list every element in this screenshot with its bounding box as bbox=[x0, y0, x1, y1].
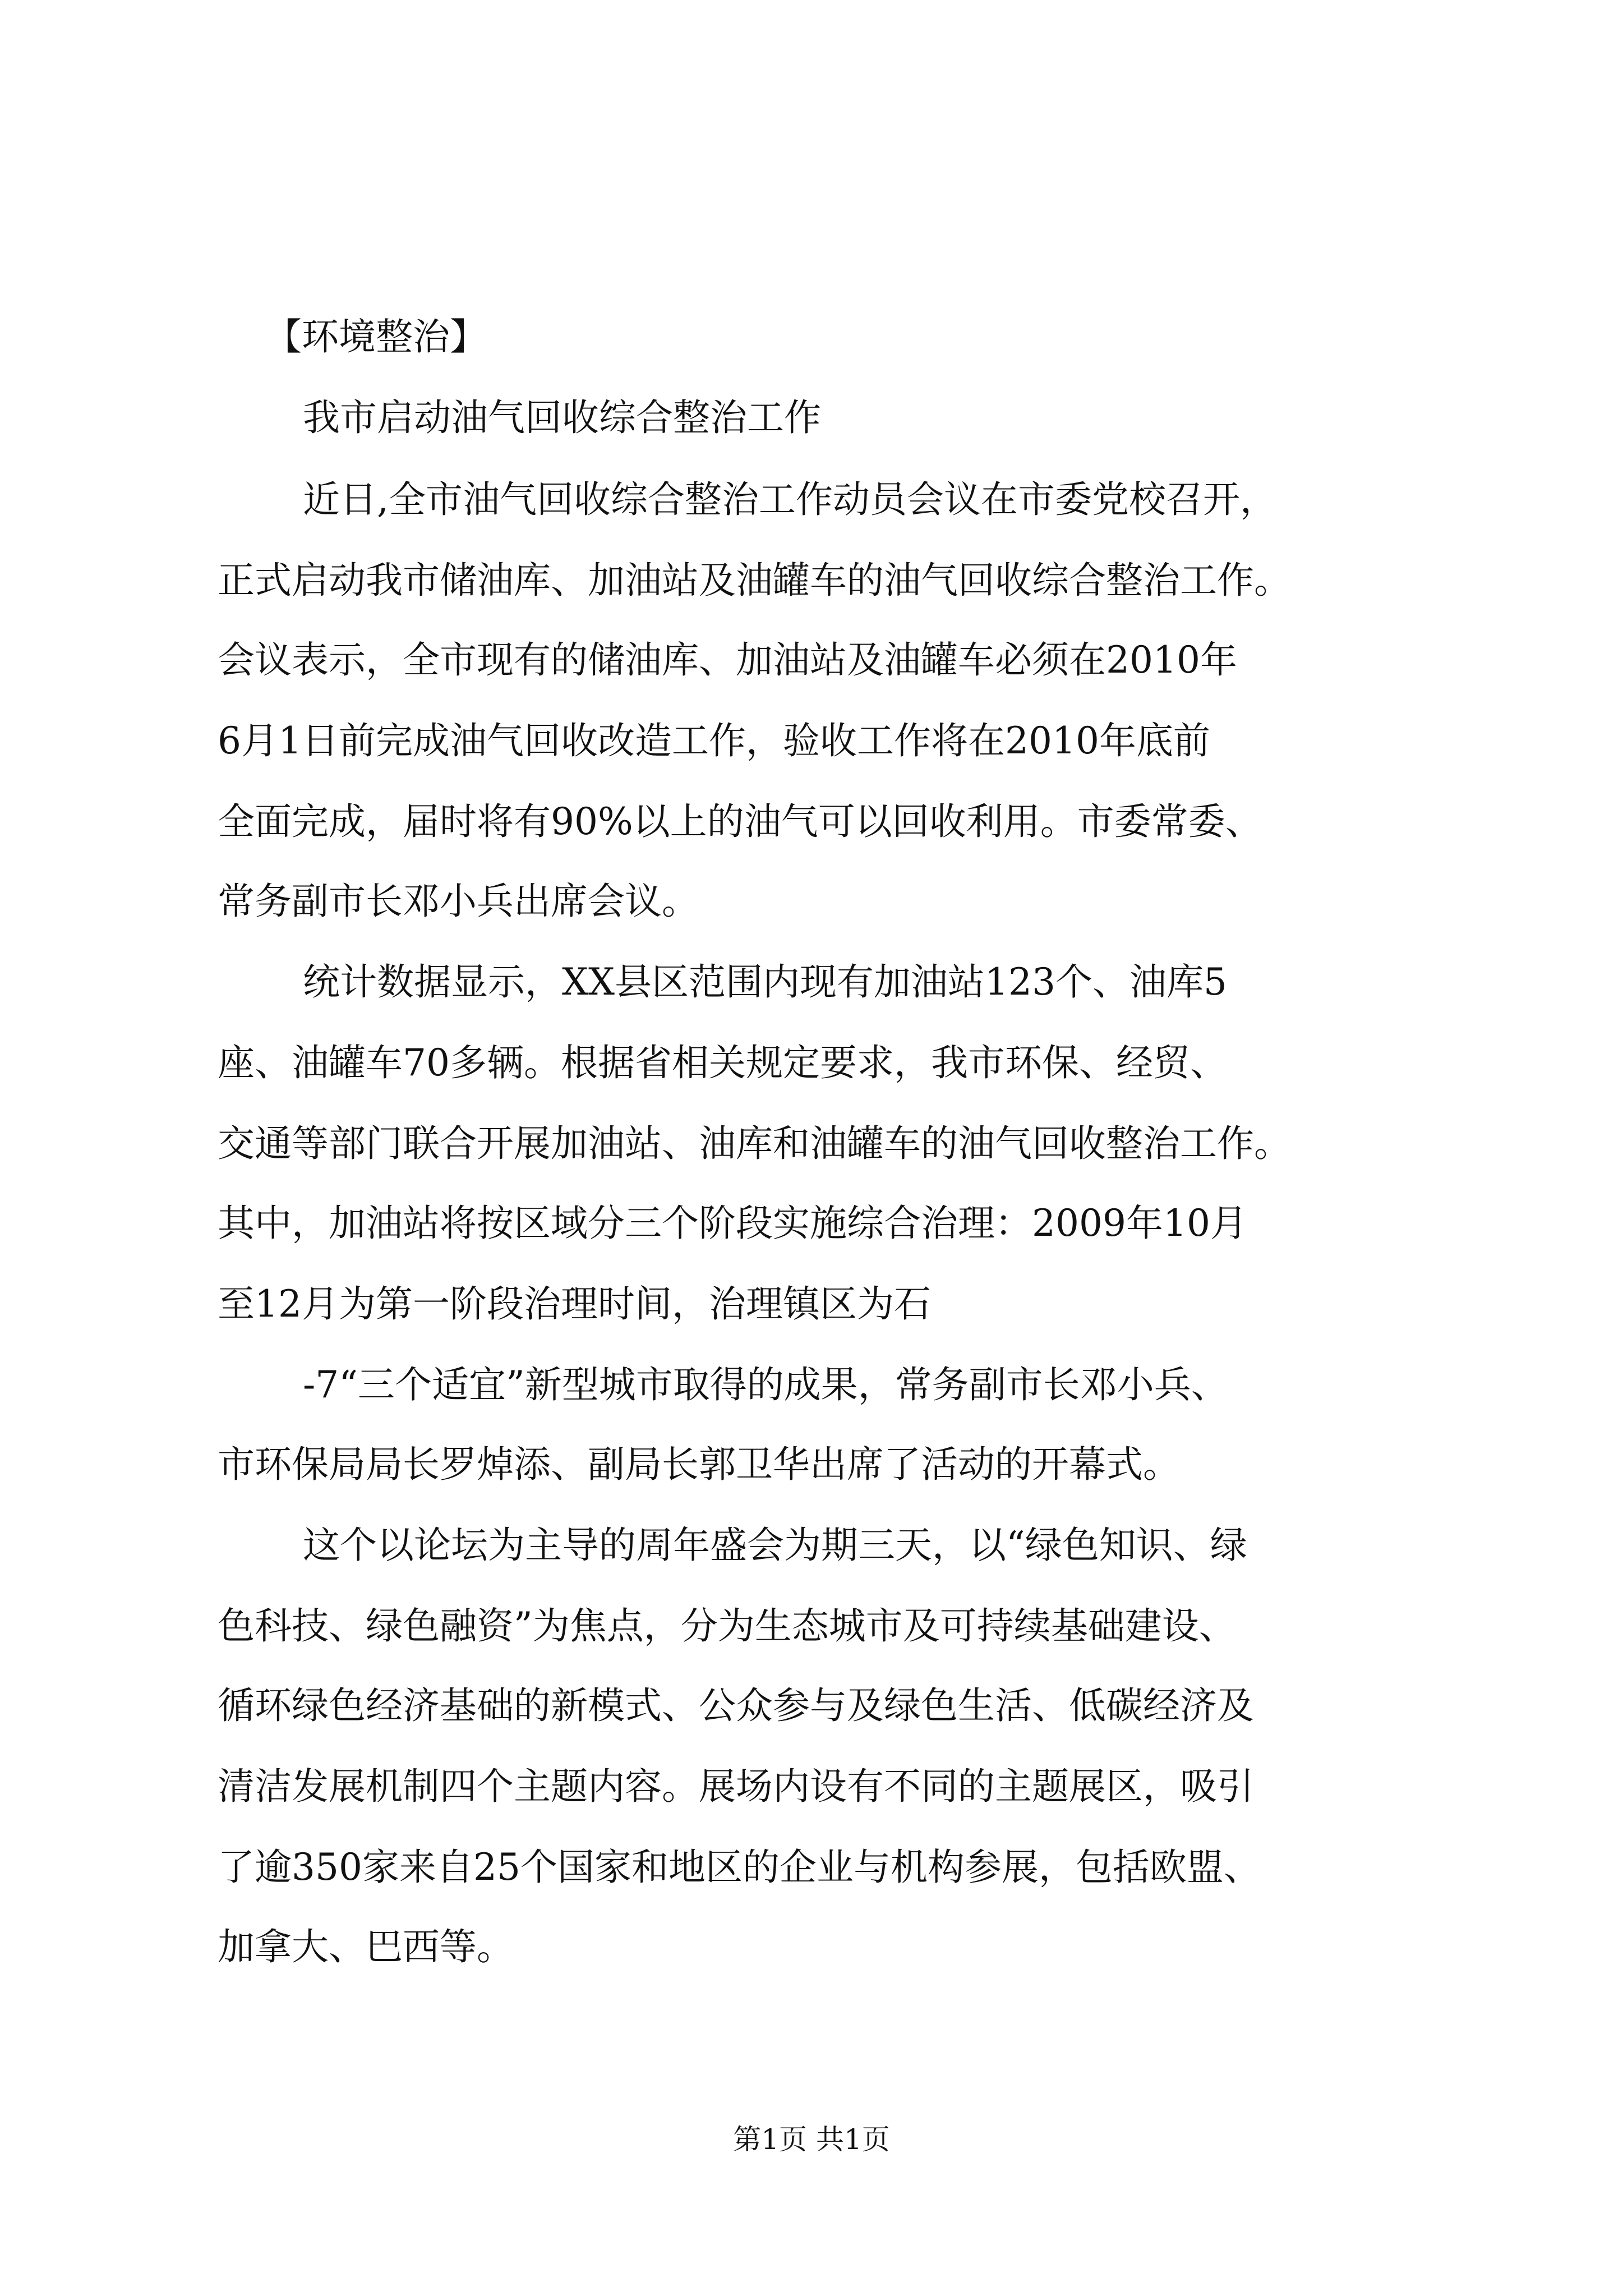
paragraph-line: 加拿大、巴西等。 bbox=[218, 1925, 514, 1968]
paragraph-line: 近日,全市油气回收综合整治工作动员会议在市委党校召开， bbox=[303, 478, 1277, 521]
paragraph-line: 色科技、绿色融资”为焦点，分为生态城市及可持续基础建设、 bbox=[218, 1604, 1236, 1648]
paragraph-line: 6月1日前完成油气回收改造工作，验收工作将在2010年底前 bbox=[218, 719, 1210, 762]
paragraph-line: 全面完成，届时将有90%以上的油气可以回收利用。市委常委、 bbox=[218, 800, 1262, 843]
paragraph-line: 正式启动我市储油库、加油站及油罐车的油气回收综合整治工作。 bbox=[218, 559, 1291, 602]
paragraph-line: 市环保局局长罗焯添、副局长郭卫华出席了活动的开幕式。 bbox=[218, 1443, 1180, 1486]
paragraph-line: 这个以论坛为主导的周年盛会为期三天，以“绿色知识、绿 bbox=[303, 1524, 1247, 1567]
section-heading: 【环境整治】 bbox=[265, 315, 487, 358]
paragraph-line: 其中，加油站将按区域分三个阶段实施综合治理：2009年10月 bbox=[218, 1202, 1247, 1245]
paragraph-line: -7“三个适宜”新型城市取得的成果，常务副市长邓小兵、 bbox=[303, 1363, 1228, 1406]
paragraph-line: 了逾350家来自25个国家和地区的企业与机构参展，包括欧盟、 bbox=[218, 1846, 1261, 1889]
page-number-footer: 第1页 共1页 bbox=[733, 2123, 890, 2156]
paragraph-line: 座、油罐车70多辆。根据省相关规定要求，我市环保、经贸、 bbox=[218, 1041, 1227, 1084]
paragraph-line: 清洁发展机制四个主题内容。展场内设有不同的主题展区，吸引 bbox=[218, 1765, 1254, 1808]
paragraph-line: 统计数据显示，XX县区范围内现有加油站123个、油库5 bbox=[303, 960, 1227, 1004]
paragraph-line: 至12月为第一阶段治理时间，治理镇区为石 bbox=[218, 1282, 931, 1326]
paragraph-line: 常务副市长邓小兵出席会议。 bbox=[218, 880, 699, 923]
paragraph-line: 循环绿色经济基础的新模式、公众参与及绿色生活、低碳经济及 bbox=[218, 1684, 1254, 1727]
article-title: 我市启动油气回收综合整治工作 bbox=[303, 396, 821, 439]
paragraph-line: 会议表示，全市现有的储油库、加油站及油罐车必须在2010年 bbox=[218, 638, 1237, 682]
paragraph-line: 交通等部门联合开展加油站、油库和油罐车的油气回收整治工作。 bbox=[218, 1122, 1291, 1165]
